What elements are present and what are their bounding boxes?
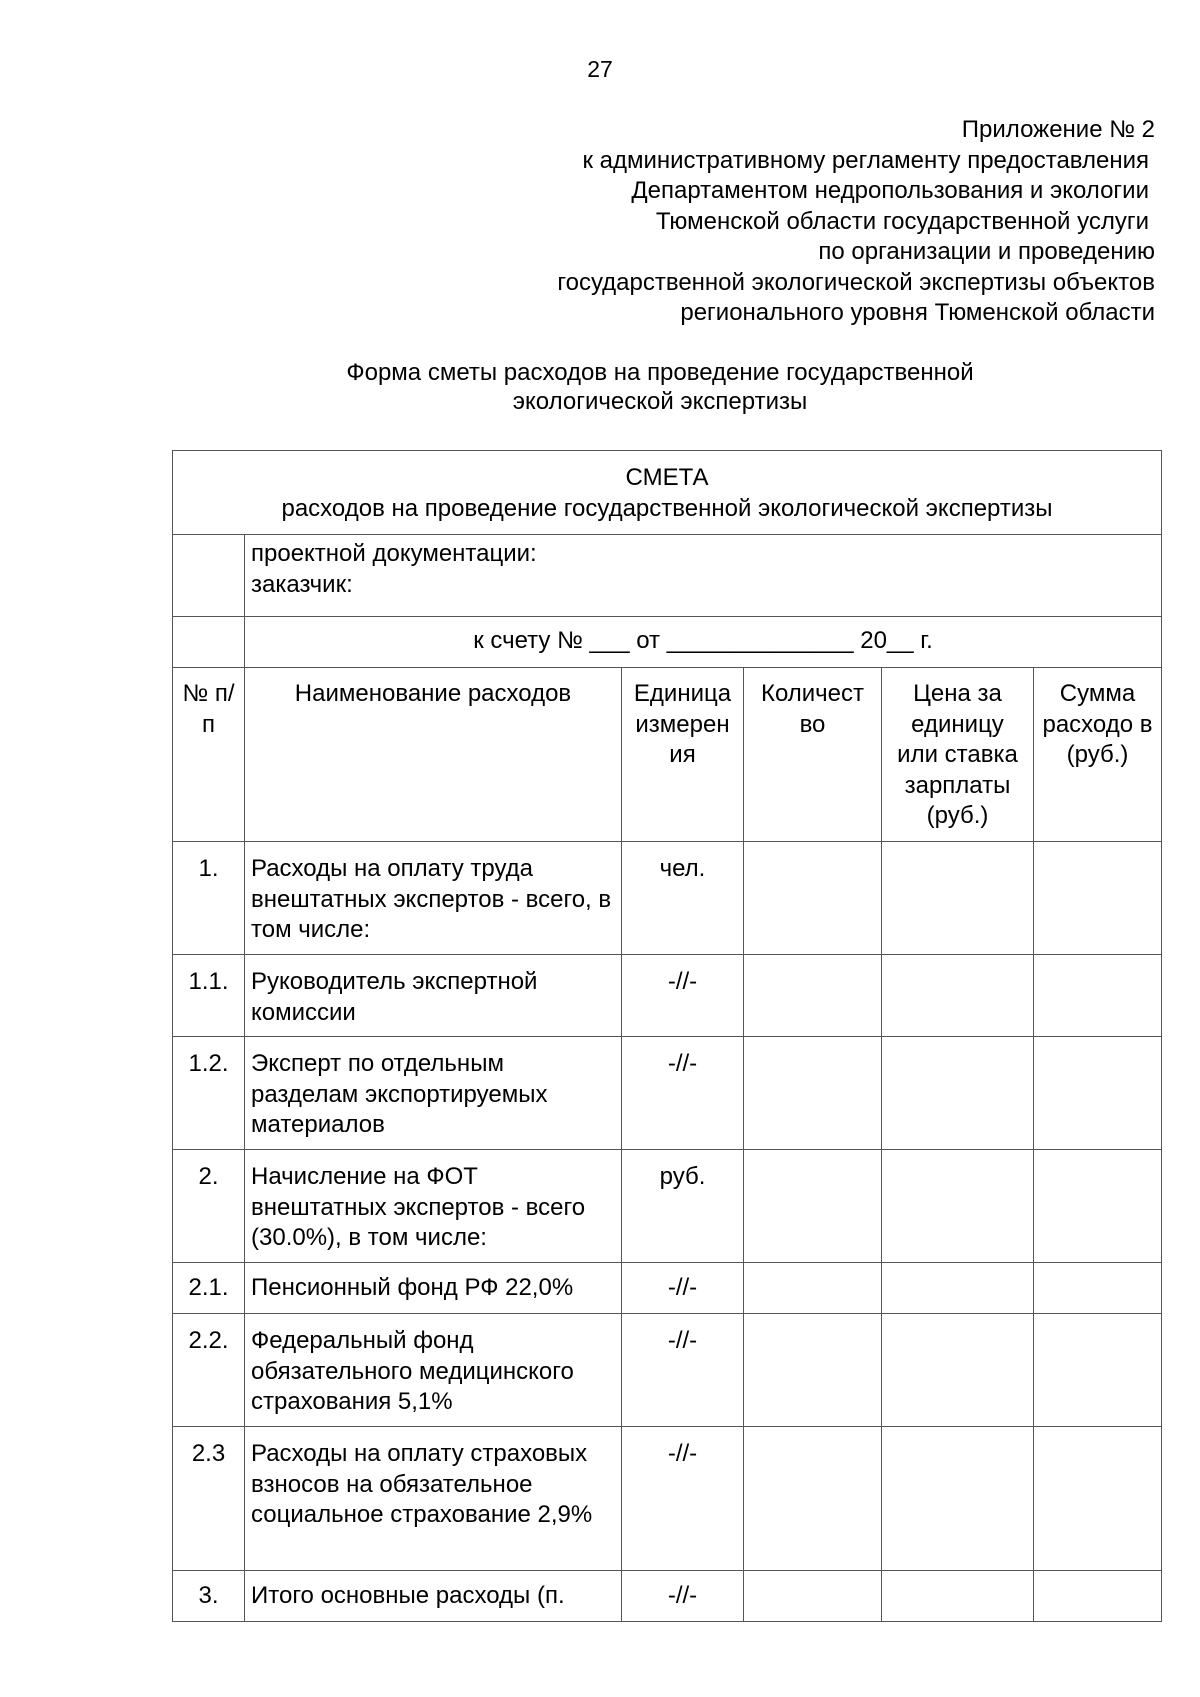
header-sum: Сумма расходо в (руб.) <box>1034 668 1162 842</box>
row-price <box>882 955 1034 1037</box>
row-name: Федеральный фонд обязательного медицинского страхования 5,1% <box>245 1314 622 1427</box>
appendix-line: Департаментом недропользования и экологии <box>631 177 1149 204</box>
form-title <box>160 358 1160 416</box>
row-qty <box>744 1263 882 1314</box>
row-unit: -//- <box>622 1263 744 1314</box>
appendix-line: к административному регламенту предоставления <box>582 146 1149 174</box>
table-row <box>173 955 1162 1037</box>
row-qty <box>744 955 882 1037</box>
row-name: Расходы на оплату страховых взносов на обязательное социальное страхование 2,9% <box>245 1427 622 1571</box>
estimate-subtitle: расходов на проведение государственной экологической экспертизы <box>281 494 1053 522</box>
invoice-cell: к счету № ___ от ______________ 20__ г. <box>245 617 1162 668</box>
header-num: № п/п <box>173 668 245 842</box>
appendix-line: по организации и проведению <box>818 238 1155 265</box>
estimate-title: СМЕТА <box>625 464 709 491</box>
appendix-line: Тюменской области государственной услуги <box>655 207 1149 235</box>
row-qty <box>744 1571 882 1622</box>
document-info-row <box>173 535 1162 617</box>
row-price <box>882 1427 1034 1571</box>
row-num: 2.3 <box>173 1427 245 1571</box>
form-title-line: Форма сметы расходов на проведение государственной <box>346 359 974 386</box>
row-name: Эксперт по отдельным разделам экспортируемых материалов <box>245 1037 622 1150</box>
table-row <box>173 1150 1162 1263</box>
row-name: Руководитель экспертной комиссии <box>245 955 622 1037</box>
row-unit: -//- <box>622 1037 744 1150</box>
row-unit: чел. <box>622 842 744 955</box>
row-num: 1.2. <box>173 1037 245 1150</box>
estimate-table <box>172 450 1162 1622</box>
empty-cell <box>173 617 245 668</box>
row-price <box>882 842 1034 955</box>
appendix-line: Приложение № 2 <box>961 116 1155 143</box>
appendix-line: регионального уровня Тюменской области <box>680 299 1155 326</box>
row-num: 1. <box>173 842 245 955</box>
row-unit: руб. <box>622 1150 744 1263</box>
row-sum <box>1034 842 1162 955</box>
row-sum <box>1034 1263 1162 1314</box>
table-row <box>173 1263 1162 1314</box>
appendix-line: государственной экологической экспертизы объектов <box>557 268 1155 296</box>
row-price <box>882 1571 1034 1622</box>
invoice-row <box>173 617 1162 668</box>
row-name: Начисление на ФОТ внештатных экспертов - всего (30.0%), в том числе: <box>245 1150 622 1263</box>
table-row <box>173 1571 1162 1622</box>
row-qty <box>744 1427 882 1571</box>
header-price: Цена за единицу или ставка зарплаты (руб.) <box>882 668 1034 842</box>
row-price <box>882 1263 1034 1314</box>
row-sum <box>1034 1150 1162 1263</box>
doc-label: проектной документации: <box>251 540 537 567</box>
row-price <box>882 1150 1034 1263</box>
row-price <box>882 1037 1034 1150</box>
row-name: Итого основные расходы (п. <box>245 1571 622 1622</box>
appendix-header <box>355 115 1155 329</box>
row-name: Пенсионный фонд РФ 22,0% <box>245 1263 622 1314</box>
table-row <box>173 1314 1162 1427</box>
row-unit: -//- <box>622 955 744 1037</box>
row-num: 3. <box>173 1571 245 1622</box>
row-sum <box>1034 1427 1162 1571</box>
document-info-cell <box>245 535 1162 617</box>
row-num: 2. <box>173 1150 245 1263</box>
row-qty <box>744 1150 882 1263</box>
row-unit: -//- <box>622 1314 744 1427</box>
row-sum <box>1034 1037 1162 1150</box>
row-qty <box>744 842 882 955</box>
row-unit: -//- <box>622 1427 744 1571</box>
estimate-title-row <box>173 451 1162 535</box>
row-qty <box>744 1314 882 1427</box>
page-number: 27 <box>587 56 613 82</box>
row-unit: -//- <box>622 1571 744 1622</box>
row-name: Расходы на оплату труда внештатных экспертов - всего, в том числе: <box>245 842 622 955</box>
row-sum <box>1034 955 1162 1037</box>
row-num: 1.1. <box>173 955 245 1037</box>
header-qty: Количест во <box>744 668 882 842</box>
empty-cell <box>173 535 245 617</box>
table-row <box>173 842 1162 955</box>
row-num: 2.2. <box>173 1314 245 1427</box>
row-qty <box>744 1037 882 1150</box>
estimate-title-cell <box>173 451 1162 535</box>
header-unit: Единица измерен ия <box>622 668 744 842</box>
row-sum <box>1034 1571 1162 1622</box>
row-sum <box>1034 1314 1162 1427</box>
header-name: Наименование расходов <box>245 668 622 842</box>
customer-label: заказчик: <box>251 570 353 598</box>
row-num: 2.1. <box>173 1263 245 1314</box>
form-title-line: экологической экспертизы <box>512 388 808 415</box>
row-price <box>882 1314 1034 1427</box>
table-row <box>173 1037 1162 1150</box>
table-row <box>173 1427 1162 1571</box>
header-row <box>173 668 1162 842</box>
